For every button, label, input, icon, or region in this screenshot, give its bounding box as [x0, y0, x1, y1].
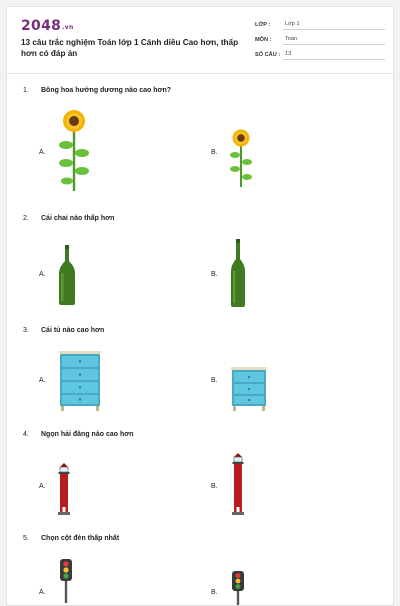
bottle-icon[interactable]	[57, 245, 77, 305]
option-letter: A.	[39, 377, 46, 384]
meta-value: 13	[283, 51, 385, 60]
question-heading	[23, 327, 104, 334]
cabinet-icon[interactable]	[59, 351, 101, 411]
question-text: Cái chai nào thấp hơn	[41, 215, 115, 222]
meta-row-grade	[255, 15, 385, 30]
meta-key: LỚP :	[255, 22, 271, 28]
option-letter: A.	[39, 271, 46, 278]
meta-key: MÔN :	[255, 37, 272, 43]
question-heading	[23, 431, 133, 438]
question-heading	[23, 215, 114, 222]
option-a[interactable]	[39, 377, 46, 384]
option-a[interactable]	[39, 589, 46, 596]
option-letter: B.	[211, 589, 218, 596]
worksheet-header	[7, 7, 393, 74]
option-a[interactable]	[39, 483, 46, 490]
option-b[interactable]	[211, 483, 218, 490]
question-text: Bông hoa hướng dương nào cao hơn?	[41, 87, 172, 94]
cabinet-icon[interactable]	[231, 367, 267, 411]
question-number: 4.	[23, 431, 29, 438]
question-number: 5.	[23, 535, 29, 542]
option-letter: B.	[211, 483, 218, 490]
worksheet-page	[6, 6, 394, 606]
question-number: 2.	[23, 215, 29, 222]
traffic-light-icon[interactable]	[59, 559, 73, 603]
option-letter: A.	[39, 589, 46, 596]
sunflower-icon[interactable]	[57, 109, 91, 191]
question-number: 1.	[23, 87, 29, 94]
worksheet-title: 13 câu trắc nghiệm Toán lớp 1 Cánh diều Cao hơn, thấp hơn có đáp án	[21, 38, 239, 58]
question-heading	[23, 535, 119, 542]
option-a[interactable]	[39, 149, 46, 156]
question-text: Cái tủ nào cao hơn	[41, 327, 105, 334]
site-logo[interactable]	[21, 18, 74, 34]
meta-value: Toán	[283, 36, 385, 45]
lighthouse-icon[interactable]	[231, 453, 245, 515]
option-b[interactable]	[211, 271, 218, 278]
meta-row-count	[255, 45, 385, 60]
question-text: Chọn cột đèn thấp nhất	[41, 535, 120, 542]
lighthouse-icon[interactable]	[57, 463, 71, 515]
meta-key: SỐ CÂU :	[255, 52, 281, 58]
worksheet-meta	[255, 15, 385, 60]
question-heading	[23, 87, 171, 94]
bottle-icon[interactable]	[229, 239, 247, 307]
option-b[interactable]	[211, 589, 218, 596]
question-text: Ngọn hải đăng nào cao hơn	[41, 431, 134, 438]
option-letter: B.	[211, 377, 218, 384]
option-a[interactable]	[39, 271, 46, 278]
option-b[interactable]	[211, 149, 218, 156]
option-letter: A.	[39, 149, 46, 156]
logo-suffix: .vn	[62, 24, 74, 31]
option-letter: B.	[211, 149, 218, 156]
question-number: 3.	[23, 327, 29, 334]
sunflower-icon[interactable]	[229, 129, 253, 187]
meta-row-subject	[255, 30, 385, 45]
option-b[interactable]	[211, 377, 218, 384]
option-letter: B.	[211, 271, 218, 278]
logo-text: 2048	[21, 18, 62, 34]
meta-value: Lớp 1	[283, 21, 385, 30]
option-letter: A.	[39, 483, 46, 490]
